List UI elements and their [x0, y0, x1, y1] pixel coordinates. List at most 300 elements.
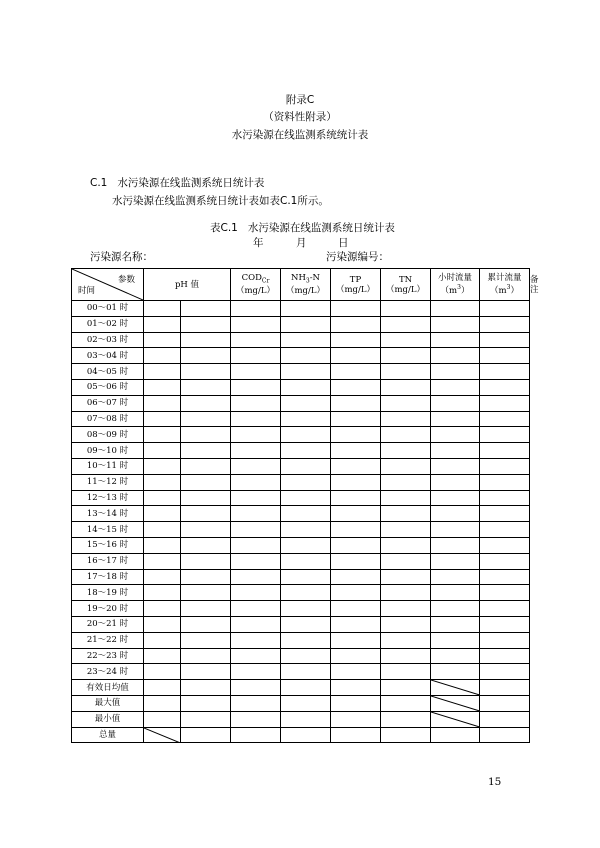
table-cell — [231, 379, 281, 395]
table-cell — [181, 364, 231, 380]
table-cell — [381, 632, 431, 648]
table-cell — [231, 727, 281, 743]
table-cell — [381, 427, 431, 443]
table-cell — [431, 522, 480, 538]
table-cell — [480, 364, 530, 380]
table-cell — [331, 616, 381, 632]
table-cell — [381, 695, 431, 711]
table-cell — [381, 411, 431, 427]
table-row — [72, 427, 530, 443]
not-applicable-slash — [431, 696, 479, 711]
table-cell — [144, 332, 181, 348]
table-cell — [231, 332, 281, 348]
table-cell — [231, 632, 281, 648]
table-cell — [281, 680, 331, 696]
table-cell — [381, 664, 431, 680]
table-row — [72, 632, 530, 648]
table-row — [72, 585, 530, 601]
table-cell — [431, 411, 480, 427]
column-header-superscript: 3 — [506, 284, 511, 292]
column-header-main: pH 值 — [174, 279, 200, 290]
column-header — [144, 269, 231, 301]
row-label: 18～19 时 — [72, 585, 144, 601]
table-cell — [144, 411, 181, 427]
table-cell — [144, 348, 181, 364]
table-cell — [181, 443, 231, 459]
table-cell — [181, 648, 231, 664]
table-cell — [480, 553, 530, 569]
table-cell — [331, 411, 381, 427]
table-cell — [381, 522, 431, 538]
column-header-subscript: Cr — [261, 277, 270, 285]
table-cell — [381, 379, 431, 395]
column-header — [381, 269, 431, 301]
table-cell — [144, 632, 181, 648]
table-row — [72, 332, 530, 348]
row-label: 07～08 时 — [72, 411, 144, 427]
table-cell — [231, 458, 281, 474]
table-cell — [381, 316, 431, 332]
table-row — [72, 348, 530, 364]
table-cell — [480, 332, 530, 348]
row-label: 有效日均值 — [72, 680, 144, 696]
table-cell — [431, 569, 480, 585]
row-label: 22～23 时 — [72, 648, 144, 664]
table-cell — [231, 648, 281, 664]
table-cell — [144, 395, 181, 411]
table-cell — [281, 458, 331, 474]
table-cell — [144, 458, 181, 474]
table-cell — [281, 632, 331, 648]
table-cell — [281, 601, 331, 617]
column-header-subscript: 3 — [305, 277, 310, 285]
table-cell — [480, 411, 530, 427]
table-cell — [181, 506, 231, 522]
table-cell — [181, 601, 231, 617]
table-cell — [231, 553, 281, 569]
table-row — [72, 616, 530, 632]
table-cell — [431, 316, 480, 332]
table-cell — [431, 680, 480, 696]
table-row — [72, 395, 530, 411]
table-cell — [480, 569, 530, 585]
table-cell — [431, 711, 480, 727]
column-header-main: 备注 — [530, 274, 539, 295]
table-cell — [144, 427, 181, 443]
table-cell — [281, 427, 331, 443]
column-header-main: TP — [349, 274, 362, 285]
table-cell — [231, 537, 281, 553]
table-cell — [480, 379, 530, 395]
table-row — [72, 506, 530, 522]
table-cell — [281, 506, 331, 522]
table-row — [72, 664, 530, 680]
table-cell — [144, 601, 181, 617]
table-cell — [331, 680, 381, 696]
table-cell — [331, 443, 381, 459]
table-cell — [281, 474, 331, 490]
table-cell — [480, 695, 530, 711]
table-cell — [331, 537, 381, 553]
table-cell — [281, 727, 331, 743]
table-cell — [181, 680, 231, 696]
table-cell — [231, 427, 281, 443]
row-label: 最小值 — [72, 711, 144, 727]
table-cell — [431, 364, 480, 380]
table-cell — [431, 427, 480, 443]
table-cell — [431, 379, 480, 395]
column-header-main: 累计流量 — [487, 273, 522, 284]
table-cell — [331, 458, 381, 474]
table-cell — [331, 569, 381, 585]
source-name-label: 污染源名称： — [90, 251, 153, 263]
table-cell — [231, 395, 281, 411]
table-cell — [281, 695, 331, 711]
table-cell — [331, 395, 381, 411]
table-cell — [181, 664, 231, 680]
column-header-main: 小时流量 — [437, 273, 472, 284]
table-cell — [231, 601, 281, 617]
column-header-main: NH — [291, 272, 306, 283]
table-cell — [381, 490, 431, 506]
table-cell — [480, 395, 530, 411]
table-cell — [381, 348, 431, 364]
table-cell — [431, 348, 480, 364]
table-row — [72, 316, 530, 332]
row-label: 15～16 时 — [72, 537, 144, 553]
table-cell — [281, 490, 331, 506]
section-number: C.1 — [90, 177, 108, 189]
column-header — [431, 269, 480, 301]
table-cell — [181, 411, 231, 427]
column-header — [331, 269, 381, 301]
table-cell — [181, 585, 231, 601]
table-row — [72, 695, 530, 711]
table-cell — [181, 395, 231, 411]
table-cell — [480, 490, 530, 506]
table-cell — [431, 616, 480, 632]
table-cell — [381, 364, 431, 380]
table-cell — [431, 506, 480, 522]
column-header-unit: （mg/L） — [285, 286, 325, 297]
table-cell — [480, 648, 530, 664]
table-row — [72, 727, 530, 743]
table-cell — [431, 301, 480, 317]
table-cell — [431, 601, 480, 617]
table-cell — [480, 316, 530, 332]
table-cell — [231, 585, 281, 601]
table-cell — [331, 364, 381, 380]
table-cell — [431, 664, 480, 680]
table-cell — [331, 427, 381, 443]
table-cell — [480, 301, 530, 317]
appendix-note: （资料性附录） — [263, 111, 337, 123]
table-cell — [144, 585, 181, 601]
table-cell — [144, 553, 181, 569]
section-body: 水污染源在线监测系统日统计表如表C.1所示。 — [112, 195, 329, 207]
table-cell — [144, 727, 181, 743]
table-cell — [480, 537, 530, 553]
table-row — [72, 711, 530, 727]
section-heading — [90, 175, 264, 190]
row-label: 11～12 时 — [72, 474, 144, 490]
table-cell — [144, 522, 181, 538]
table-cell — [281, 616, 331, 632]
table-cell — [431, 395, 480, 411]
table-cell — [231, 506, 281, 522]
table-cell — [144, 616, 181, 632]
table-cell — [480, 427, 530, 443]
table-cell — [480, 474, 530, 490]
table-cell — [381, 680, 431, 696]
appendix-title: 附录C — [285, 94, 315, 106]
table-cell — [480, 680, 530, 696]
row-label: 17～18 时 — [72, 569, 144, 585]
table-cell — [144, 537, 181, 553]
caption-day: 日 — [338, 237, 349, 249]
table-cell — [181, 727, 231, 743]
table-cell — [231, 443, 281, 459]
table-cell — [431, 648, 480, 664]
column-header-unit-tail: ） — [460, 285, 470, 296]
table-cell — [480, 664, 530, 680]
row-label: 05～06 时 — [72, 379, 144, 395]
column-header-unit: （mg/L） — [335, 284, 375, 295]
column-header — [231, 269, 281, 301]
table-cell — [281, 316, 331, 332]
table-cell — [181, 537, 231, 553]
table-cell — [381, 711, 431, 727]
table-cell — [480, 585, 530, 601]
row-label: 12～13 时 — [72, 490, 144, 506]
row-label: 02～03 时 — [72, 332, 144, 348]
corner-parameter-label: 参数 — [117, 275, 135, 285]
table-cell — [431, 727, 480, 743]
table-cell — [181, 632, 231, 648]
table-cell — [231, 490, 281, 506]
table-cell — [480, 348, 530, 364]
table-cell — [431, 537, 480, 553]
table-cell — [480, 506, 530, 522]
table-cell — [231, 695, 281, 711]
table-cell — [181, 490, 231, 506]
table-cell — [144, 443, 181, 459]
table-cell — [231, 411, 281, 427]
table-cell — [231, 711, 281, 727]
row-label: 01～02 时 — [72, 316, 144, 332]
table-row — [72, 522, 530, 538]
column-header — [281, 269, 331, 301]
table-cell — [181, 569, 231, 585]
row-label: 23～24 时 — [72, 664, 144, 680]
table-cell — [181, 695, 231, 711]
table-caption — [210, 220, 395, 235]
table-row — [72, 648, 530, 664]
table-cell — [231, 301, 281, 317]
table-cell — [431, 632, 480, 648]
table-cell — [381, 474, 431, 490]
not-applicable-slash — [431, 680, 479, 695]
table-caption-number: 表C.1 — [210, 222, 238, 234]
table-cell — [181, 301, 231, 317]
table-cell — [281, 411, 331, 427]
table-cell — [331, 332, 381, 348]
table-cell — [281, 348, 331, 364]
table-row — [72, 601, 530, 617]
table-cell — [331, 379, 381, 395]
table-cell — [431, 474, 480, 490]
table-cell — [331, 506, 381, 522]
row-label: 04～05 时 — [72, 364, 144, 380]
table-cell — [480, 522, 530, 538]
table-cell — [331, 695, 381, 711]
table-cell — [231, 474, 281, 490]
table-cell — [431, 553, 480, 569]
table-cell — [144, 695, 181, 711]
table-cell — [144, 316, 181, 332]
row-label: 10～11 时 — [72, 458, 144, 474]
table-cell — [381, 727, 431, 743]
table-row — [72, 537, 530, 553]
caption-year: 年 — [253, 237, 264, 249]
daily-statistics-table — [71, 268, 539, 743]
table-cell — [144, 664, 181, 680]
table-row — [72, 301, 530, 317]
table-cell — [281, 443, 331, 459]
table-cell — [281, 585, 331, 601]
table-cell — [381, 537, 431, 553]
table-row — [72, 680, 530, 696]
table-cell — [381, 332, 431, 348]
column-header-main: COD — [241, 272, 262, 283]
table-cell — [281, 537, 331, 553]
table-cell — [144, 648, 181, 664]
table-cell — [231, 664, 281, 680]
row-label: 16～17 时 — [72, 553, 144, 569]
table-cell — [181, 348, 231, 364]
row-label: 19～20 时 — [72, 601, 144, 617]
table-row — [72, 443, 530, 459]
not-applicable-slash — [144, 728, 180, 743]
table-cell — [480, 458, 530, 474]
table-row — [72, 474, 530, 490]
table-cell — [181, 522, 231, 538]
table-cell — [231, 569, 281, 585]
table-cell — [281, 553, 331, 569]
source-code-label: 污染源编号： — [326, 251, 389, 263]
row-label: 09～10 时 — [72, 443, 144, 459]
table-cell — [281, 569, 331, 585]
table-cell — [231, 522, 281, 538]
column-header-main: TN — [398, 274, 413, 285]
table-cell — [381, 458, 431, 474]
table-cell — [331, 301, 381, 317]
table-cell — [144, 301, 181, 317]
table-cell — [181, 474, 231, 490]
table-cell — [480, 711, 530, 727]
table-cell — [381, 301, 431, 317]
table-cell — [480, 443, 530, 459]
table-cell — [480, 727, 530, 743]
column-header-superscript: 3 — [457, 284, 461, 292]
table-cell — [181, 332, 231, 348]
table-cell — [331, 664, 381, 680]
table-cell — [381, 569, 431, 585]
table-cell — [431, 332, 480, 348]
page-number: 15 — [488, 776, 502, 788]
table-cell — [331, 348, 381, 364]
row-label: 08～09 时 — [72, 427, 144, 443]
table-cell — [331, 316, 381, 332]
row-label: 21～22 时 — [72, 632, 144, 648]
caption-month: 月 — [296, 237, 307, 249]
table-row — [72, 490, 530, 506]
table-cell — [480, 632, 530, 648]
table-cell — [381, 506, 431, 522]
column-header-unit: （m — [490, 285, 507, 296]
row-label: 00～01 时 — [72, 301, 144, 317]
table-cell — [181, 616, 231, 632]
table-cell — [431, 458, 480, 474]
table-cell — [331, 490, 381, 506]
table-row — [72, 364, 530, 380]
table-caption-title: 水污染源在线监测系统日统计表 — [247, 222, 395, 234]
table-cell — [144, 711, 181, 727]
column-header — [480, 269, 530, 301]
table-cell — [480, 616, 530, 632]
table-cell — [231, 316, 281, 332]
table-row — [72, 569, 530, 585]
table-cell — [231, 616, 281, 632]
table-header-row — [72, 269, 530, 301]
table-cell — [181, 458, 231, 474]
table-cell — [331, 601, 381, 617]
row-label: 14～15 时 — [72, 522, 144, 538]
table-cell — [281, 711, 331, 727]
table-cell — [281, 664, 331, 680]
column-header-unit-tail: ） — [510, 285, 519, 296]
table-cell — [144, 680, 181, 696]
table-cell — [281, 332, 331, 348]
table-cell — [331, 632, 381, 648]
row-label: 03～04 时 — [72, 348, 144, 364]
table-cell — [231, 364, 281, 380]
table-cell — [181, 316, 231, 332]
table-cell — [381, 585, 431, 601]
table-cell — [231, 680, 281, 696]
table-cell — [231, 348, 281, 364]
table-row — [72, 458, 530, 474]
appendix-heading: 水污染源在线监测系统统计表 — [231, 129, 369, 141]
table-cell — [181, 711, 231, 727]
table-cell — [381, 443, 431, 459]
row-label: 最大值 — [72, 695, 144, 711]
table-cell — [431, 585, 480, 601]
table-cell — [281, 364, 331, 380]
table-cell — [381, 616, 431, 632]
corner-time-label: 时间 — [78, 286, 96, 296]
row-label: 总量 — [72, 727, 144, 743]
table-cell — [331, 553, 381, 569]
table-cell — [181, 427, 231, 443]
table-cell — [331, 474, 381, 490]
table-cell — [281, 648, 331, 664]
table-cell — [281, 301, 331, 317]
table-cell — [381, 553, 431, 569]
table-cell — [181, 379, 231, 395]
row-label: 06～07 时 — [72, 395, 144, 411]
row-label: 20～21 时 — [72, 616, 144, 632]
